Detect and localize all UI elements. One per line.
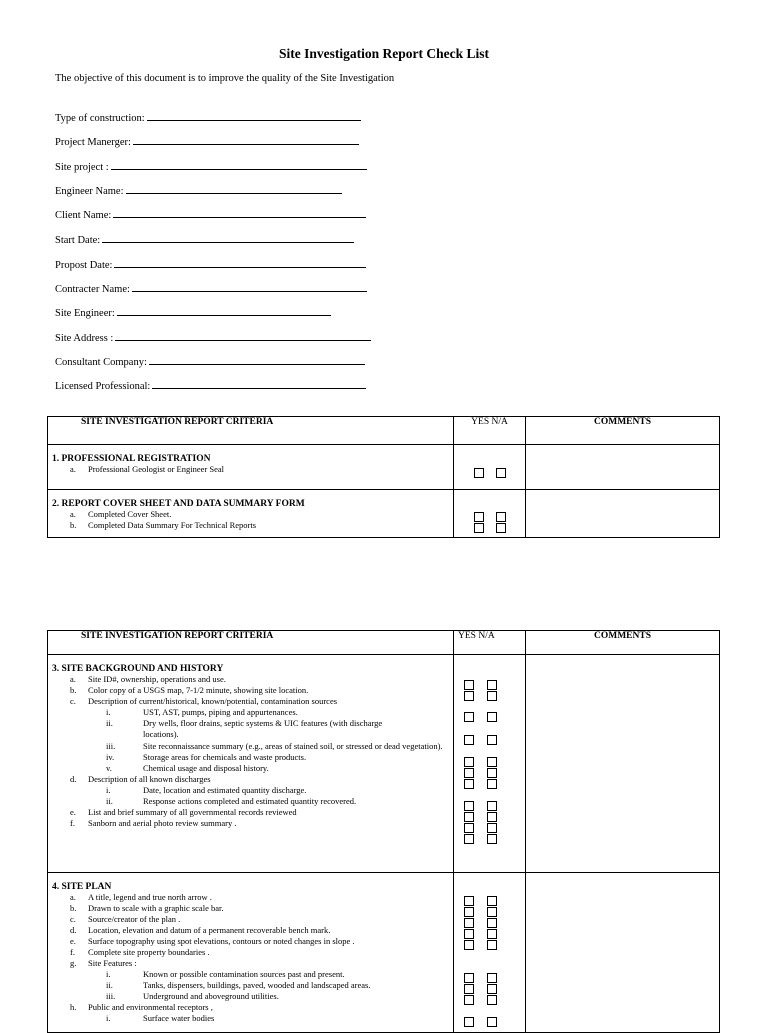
field-line[interactable]: [133, 135, 359, 145]
item-text: Description of current/historical, known/potential, contamination sources: [88, 696, 338, 706]
item-marker: e.: [70, 807, 76, 817]
sub-list-item: [48, 969, 453, 980]
item-marker: h.: [70, 1002, 77, 1012]
item-marker: d.: [70, 925, 77, 935]
item-marker: c.: [70, 696, 76, 706]
sub-list-item: [48, 980, 453, 991]
field-label: Site Engineer:: [55, 308, 115, 319]
criteria-cell: [48, 655, 454, 873]
comments-cell[interactable]: [526, 655, 720, 873]
na-checkbox[interactable]: [487, 940, 497, 950]
item-marker: g.: [70, 958, 77, 968]
item-marker: iii.: [106, 991, 116, 1001]
item-text: Color copy of a USGS map, 7-1/2 minute, showing site location.: [88, 685, 309, 695]
item-text: Response actions completed and estimated quantity recovered.: [143, 796, 357, 806]
field-line[interactable]: [126, 184, 342, 194]
yes-checkbox[interactable]: [464, 735, 474, 745]
na-checkbox[interactable]: [487, 712, 497, 722]
field-consultant-company[interactable]: [55, 355, 365, 368]
na-checkbox[interactable]: [496, 523, 506, 533]
na-checkbox[interactable]: [487, 680, 497, 690]
na-checkbox[interactable]: [487, 973, 497, 983]
criteria-header: SITE INVESTIGATION REPORT CRITERIA: [48, 631, 454, 655]
item-text: Site ID#, ownership, operations and use.: [88, 674, 226, 684]
comments-cell[interactable]: [526, 490, 720, 538]
list-item: [48, 464, 453, 475]
sub-list-item: [48, 707, 453, 718]
field-line[interactable]: [152, 379, 366, 389]
yes-na-cell: [454, 445, 526, 490]
criteria-table-2: [47, 630, 720, 1033]
field-engineer-name[interactable]: [55, 184, 342, 197]
yes-na-header: YES N/A: [454, 631, 526, 655]
list-item: [48, 520, 453, 531]
field-licensed-professional[interactable]: [55, 379, 366, 392]
list-item: [48, 774, 453, 785]
list-item: [48, 947, 453, 958]
list-item: [48, 685, 453, 696]
item-marker: iii.: [106, 741, 116, 751]
comments-header: COMMENTS: [526, 417, 720, 445]
list-item: [48, 674, 453, 685]
document-title: Site Investigation Report Check List: [279, 46, 489, 61]
yes-checkbox[interactable]: [464, 973, 474, 983]
field-site-project[interactable]: [55, 160, 367, 173]
na-checkbox[interactable]: [487, 984, 497, 994]
field-start-date[interactable]: [55, 233, 354, 246]
yes-checkbox[interactable]: [474, 523, 484, 533]
field-line[interactable]: [102, 233, 354, 243]
yes-checkbox[interactable]: [464, 691, 474, 701]
section-site-background: [48, 655, 720, 873]
yes-checkbox[interactable]: [474, 512, 484, 522]
item-text: Site reconnaissance summary (e.g., areas of stained soil, or stressed or dead vegetation).: [143, 741, 443, 751]
item-text: Sanborn and aerial photo review summary .: [88, 818, 237, 828]
field-client-name[interactable]: [55, 208, 366, 221]
item-marker: a.: [70, 509, 76, 519]
field-line[interactable]: [147, 111, 361, 121]
yes-checkbox[interactable]: [464, 1017, 474, 1027]
item-text: Complete site property boundaries .: [88, 947, 210, 957]
comments-header: COMMENTS: [526, 631, 720, 655]
item-text: Surface topography using spot elevations, contours or noted changes in slope .: [88, 936, 355, 946]
item-marker: i.: [106, 969, 111, 979]
comments-cell[interactable]: [526, 445, 720, 490]
item-text: Underground and aboveground utilities.: [143, 991, 279, 1001]
field-line[interactable]: [149, 355, 365, 365]
yes-checkbox[interactable]: [464, 834, 474, 844]
na-checkbox[interactable]: [487, 779, 497, 789]
field-line[interactable]: [114, 258, 366, 268]
list-item: [48, 892, 453, 903]
item-marker: f.: [70, 947, 75, 957]
item-marker: b.: [70, 903, 77, 913]
section-title: 2. REPORT COVER SHEET AND DATA SUMMARY FORM: [52, 499, 305, 509]
field-label: Type of construction:: [55, 113, 145, 124]
field-label: Client Name:: [55, 210, 112, 221]
na-checkbox[interactable]: [487, 995, 497, 1005]
field-label: Engineer Name:: [55, 186, 124, 197]
na-checkbox[interactable]: [487, 929, 497, 939]
section-title: 1. PROFESSIONAL REGISTRATION: [52, 454, 211, 464]
item-text: Surface water bodies: [143, 1013, 215, 1023]
item-text: Source/creator of the plan .: [88, 914, 181, 924]
field-project-manager[interactable]: [55, 135, 359, 148]
yes-checkbox[interactable]: [464, 907, 474, 917]
list-item: [48, 818, 453, 829]
field-site-engineer[interactable]: [55, 306, 331, 319]
item-marker: iv.: [106, 752, 115, 762]
list-item: [48, 1002, 453, 1013]
sub-list-item: [48, 796, 453, 807]
item-text: Location, elevation and datum of a permanent recoverable bench mark.: [88, 925, 331, 935]
item-text: Storage areas for chemicals and waste products.: [143, 752, 307, 762]
list-item: [48, 914, 453, 925]
item-text: Drawn to scale with a graphic scale bar.: [88, 903, 224, 913]
na-checkbox[interactable]: [487, 823, 497, 833]
item-text: Description of all known discharges: [88, 774, 211, 784]
yes-checkbox[interactable]: [464, 940, 474, 950]
comments-cell[interactable]: [526, 873, 720, 1033]
field-label: Contracter Name:: [55, 284, 130, 295]
na-checkbox[interactable]: [487, 834, 497, 844]
item-text: Tanks, dispensers, buildings, paved, wooded and landscaped areas.: [143, 980, 371, 990]
yes-na-header: YES N/A: [454, 417, 526, 445]
na-checkbox[interactable]: [487, 1017, 497, 1027]
field-label: Consultant Company:: [55, 357, 147, 368]
table-header-row: [48, 417, 720, 445]
field-contracter-name[interactable]: [55, 282, 367, 295]
list-item: [48, 925, 453, 936]
table-header-row: [48, 631, 720, 655]
na-checkbox[interactable]: [487, 735, 497, 745]
list-item: [48, 958, 453, 969]
sub-list-item: [48, 752, 453, 763]
item-marker: ii.: [106, 718, 113, 728]
item-text: Completed Data Summary For Technical Reports: [88, 520, 257, 530]
field-line[interactable]: [115, 331, 371, 341]
sub-list-item: [48, 1013, 453, 1024]
item-text: Date, location and estimated quantity discharge.: [143, 785, 307, 795]
field-line[interactable]: [132, 282, 367, 292]
item-text: UST, AST, pumps, piping and appurtenances.: [143, 707, 298, 717]
sub-list-item: [48, 763, 453, 774]
item-marker: i.: [106, 1013, 111, 1023]
list-item: [48, 509, 453, 520]
item-marker: b.: [70, 520, 77, 530]
yes-checkbox[interactable]: [464, 801, 474, 811]
item-text: Site Features :: [88, 958, 137, 968]
field-line[interactable]: [113, 208, 366, 218]
field-label: Licensed Professional:: [55, 381, 151, 392]
item-marker: i.: [106, 785, 111, 795]
na-checkbox[interactable]: [496, 468, 506, 478]
item-text: List and brief summary of all governmental records reviewed: [88, 807, 297, 817]
na-checkbox[interactable]: [487, 691, 497, 701]
yes-checkbox[interactable]: [464, 995, 474, 1005]
item-text: Chemical usage and disposal history.: [143, 763, 269, 773]
criteria-table-1: [47, 416, 720, 538]
list-item: [48, 696, 453, 707]
yes-checkbox[interactable]: [464, 929, 474, 939]
field-line[interactable]: [117, 306, 331, 316]
field-label: Site project :: [55, 162, 109, 173]
item-marker: a.: [70, 892, 76, 902]
item-marker: v.: [106, 763, 112, 773]
item-marker: a.: [70, 674, 76, 684]
item-marker: d.: [70, 774, 77, 784]
field-label: Project Manerger:: [55, 137, 131, 148]
na-checkbox[interactable]: [487, 757, 497, 767]
sub-list-item: [48, 991, 453, 1002]
yes-checkbox[interactable]: [464, 812, 474, 822]
objective-text: The objective of this document is to improve the quality of the Site Investigation: [55, 73, 395, 84]
item-text: Dry wells, floor drains, septic systems & UIC features (with discharge locations).: [143, 718, 383, 739]
sub-list-item: [48, 785, 453, 796]
na-checkbox[interactable]: [487, 918, 497, 928]
yes-checkbox[interactable]: [464, 779, 474, 789]
yes-na-cell: [454, 655, 526, 873]
item-marker: a.: [70, 464, 76, 474]
criteria-header: SITE INVESTIGATION REPORT CRITERIA: [48, 417, 454, 445]
item-text: A title, legend and true north arrow .: [88, 892, 212, 902]
section-title: 4. SITE PLAN: [52, 882, 112, 892]
field-label: Propost Date:: [55, 260, 113, 271]
yes-checkbox[interactable]: [464, 896, 474, 906]
na-checkbox[interactable]: [487, 812, 497, 822]
item-marker: ii.: [106, 796, 113, 806]
na-checkbox[interactable]: [487, 801, 497, 811]
na-checkbox[interactable]: [487, 768, 497, 778]
yes-na-cell: [454, 873, 526, 1033]
criteria-cell: [48, 490, 454, 538]
criteria-cell: [48, 873, 454, 1033]
criteria-cell: [48, 445, 454, 490]
yes-checkbox[interactable]: [464, 918, 474, 928]
sub-list-item: [48, 741, 453, 752]
item-marker: b.: [70, 685, 77, 695]
sub-list-item: [48, 718, 453, 740]
list-item: [48, 903, 453, 914]
list-item: [48, 936, 453, 947]
yes-checkbox[interactable]: [464, 712, 474, 722]
yes-checkbox[interactable]: [474, 468, 484, 478]
yes-checkbox[interactable]: [464, 823, 474, 833]
section-title: 3. SITE BACKGROUND AND HISTORY: [52, 664, 224, 674]
field-type-of-construction[interactable]: [55, 111, 361, 124]
item-marker: i.: [106, 707, 111, 717]
yes-checkbox[interactable]: [464, 680, 474, 690]
na-checkbox[interactable]: [487, 907, 497, 917]
item-text: Professional Geologist or Engineer Seal: [88, 464, 224, 474]
field-line[interactable]: [111, 160, 367, 170]
item-text: Public and environmental receptors ,: [88, 1002, 213, 1012]
section-report-cover-sheet: [48, 490, 720, 538]
na-checkbox[interactable]: [487, 896, 497, 906]
field-label: Site Address :: [55, 333, 114, 344]
yes-checkbox[interactable]: [464, 984, 474, 994]
yes-checkbox[interactable]: [464, 768, 474, 778]
section-professional-registration: [48, 445, 720, 490]
yes-na-cell: [454, 490, 526, 538]
na-checkbox[interactable]: [496, 512, 506, 522]
item-marker: e.: [70, 936, 76, 946]
item-text: Known or possible contamination sources past and present.: [143, 969, 345, 979]
item-marker: ii.: [106, 980, 113, 990]
section-site-plan: [48, 873, 720, 1033]
item-text: Completed Cover Sheet.: [88, 509, 172, 519]
item-marker: c.: [70, 914, 76, 924]
field-site-address[interactable]: [55, 331, 371, 344]
list-item: [48, 807, 453, 818]
yes-checkbox[interactable]: [464, 757, 474, 767]
field-propost-date[interactable]: [55, 258, 366, 271]
field-label: Start Date:: [55, 235, 101, 246]
item-marker: f.: [70, 818, 75, 828]
